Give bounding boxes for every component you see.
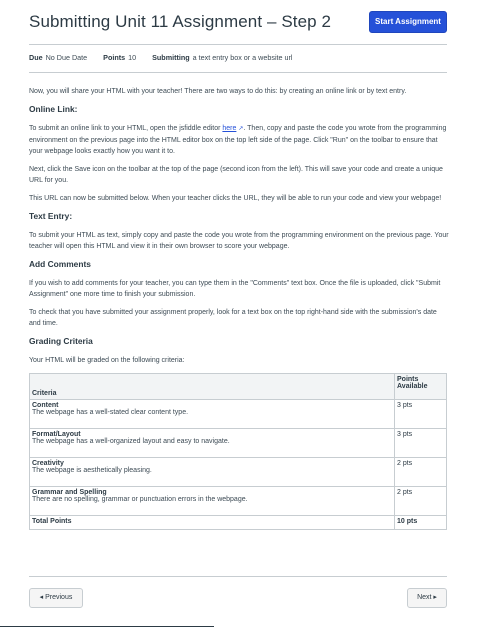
criteria-cell bbox=[30, 429, 395, 458]
assignment-header bbox=[29, 10, 447, 38]
assignment-description bbox=[29, 86, 449, 530]
points-column-header bbox=[395, 374, 447, 400]
criteria-name: Content bbox=[32, 402, 59, 409]
due-label: Due bbox=[29, 53, 43, 62]
assignment-details bbox=[29, 53, 307, 62]
criteria-description: There are no spelling, grammar or punctuation errors in the webpage. bbox=[32, 496, 248, 503]
criteria-cell bbox=[30, 458, 395, 487]
text-entry-paragraph: To submit your HTML as text, simply copy and paste the code you wrote from the programming environment on the previous page. Your teacher will open this HTML and view it in their own browser to score your webpage. bbox=[29, 232, 449, 250]
previous-button[interactable]: ◂ Previous bbox=[29, 588, 83, 608]
table-header-row bbox=[30, 374, 447, 400]
table-row bbox=[30, 487, 447, 516]
criteria-description: The webpage has a well-stated clear content type. bbox=[32, 409, 189, 416]
online-text-after: . Then, copy and paste the code you wrote from the programming environment on the previous page into the HTML editor box on the top left side of the page. Click "Run" on the toolbar to ensure that your webpage looks exactly how you want it to. bbox=[29, 125, 447, 155]
grading-criteria-heading: Grading Criteria bbox=[29, 336, 93, 346]
start-assignment-button[interactable]: Start Assignment bbox=[369, 11, 447, 33]
online-text-before: To submit an online link to your HTML, open the jsfiddle editor bbox=[29, 125, 223, 132]
submitting-label: Submitting bbox=[152, 53, 190, 62]
criteria-description: The webpage has a well-organized layout and easy to navigate. bbox=[32, 438, 230, 445]
points-cell: 2 pts bbox=[395, 458, 447, 487]
grading-intro: Your HTML will be graded on the following criteria: bbox=[29, 357, 185, 364]
online-link-paragraph-2: Next, click the Save icon on the toolbar at the top of the page (second icon from the left). This will save your code and create a unique URL for you. bbox=[29, 166, 443, 184]
criteria-description: The webpage is aesthetically pleasing. bbox=[32, 467, 152, 474]
points-label: Points bbox=[103, 53, 126, 62]
submitting-value: a text entry box or a website url bbox=[192, 53, 293, 62]
total-value: 10 pts bbox=[395, 516, 447, 530]
criteria-name: Format/Layout bbox=[32, 431, 81, 438]
next-button[interactable]: Next ▸ bbox=[407, 588, 447, 608]
table-row bbox=[30, 400, 447, 429]
criteria-column-header: Criteria bbox=[30, 374, 395, 400]
add-comments-heading: Add Comments bbox=[29, 259, 91, 269]
criteria-name: Creativity bbox=[32, 460, 64, 467]
grading-criteria-table bbox=[29, 373, 447, 530]
footer-divider bbox=[29, 576, 447, 577]
points-cell: 3 pts bbox=[395, 400, 447, 429]
total-label: Total Points bbox=[30, 516, 395, 530]
criteria-cell bbox=[30, 487, 395, 516]
external-link-icon: ↗ bbox=[238, 126, 244, 132]
points-value: 10 bbox=[128, 53, 137, 62]
text-entry-heading: Text Entry: bbox=[29, 211, 73, 221]
table-row bbox=[30, 429, 447, 458]
due-value: No Due Date bbox=[45, 53, 88, 62]
header-divider bbox=[29, 44, 447, 45]
total-row bbox=[30, 516, 447, 530]
details-divider bbox=[29, 72, 447, 73]
intro-paragraph: Now, you will share your HTML with your teacher! There are two ways to do this: by creating an online link or by text entry. bbox=[29, 88, 407, 95]
jsfiddle-link[interactable]: here bbox=[222, 125, 237, 132]
criteria-cell bbox=[30, 400, 395, 429]
points-header-line1: Points bbox=[397, 376, 419, 383]
criteria-name: Grammar and Spelling bbox=[32, 489, 107, 496]
page-title: Submitting Unit 11 Assignment – Step 2 bbox=[29, 12, 332, 31]
online-link-heading: Online Link: bbox=[29, 104, 78, 114]
online-link-paragraph-3: This URL can now be submitted below. When your teacher clicks the URL, they will be able to run your code and view your webpage! bbox=[29, 195, 442, 202]
comments-paragraph-1: If you wish to add comments for your teacher, you can type them in the "Comments" text box. Once the file is uploaded, click "Submit Assignment" one more time to finish your submission. bbox=[29, 280, 441, 298]
points-cell: 3 pts bbox=[395, 429, 447, 458]
points-header-line2: Available bbox=[397, 383, 428, 390]
comments-paragraph-2: To check that you have submitted your assignment properly, look for a text box on the top right-hand side with the submission's date and time. bbox=[29, 309, 437, 327]
points-cell: 2 pts bbox=[395, 487, 447, 516]
online-link-paragraph-1 bbox=[29, 123, 449, 157]
table-row bbox=[30, 458, 447, 487]
